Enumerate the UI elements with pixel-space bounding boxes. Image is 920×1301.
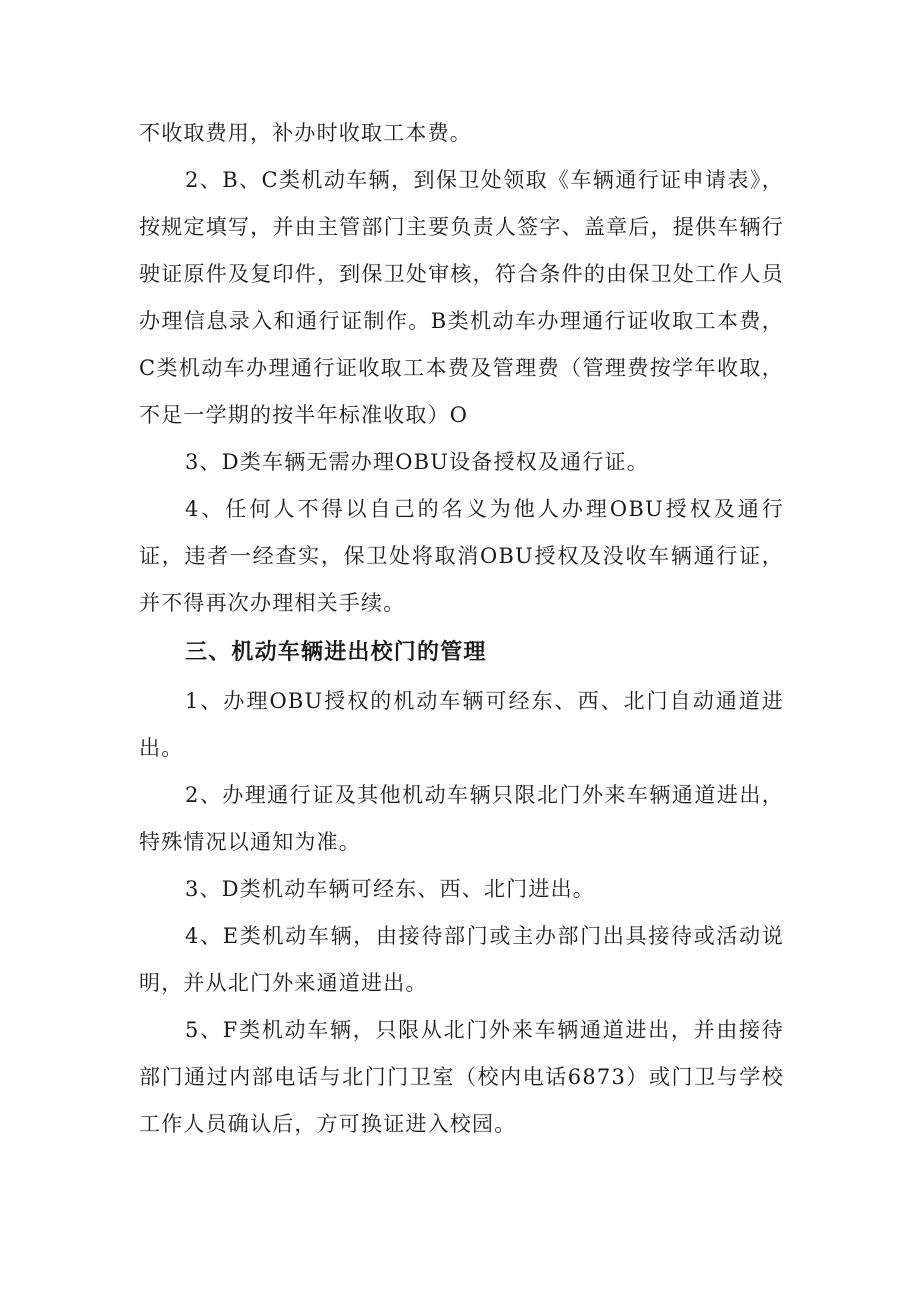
section-heading: 三、机动车辆进出校门的管理 [185,640,487,665]
paragraph-item-4: 4、任何人不得以自己的名义为他人办理OBU授权及通行证，违者一经查实，保卫处将取消OBU授权及没收车辆通行证，并不得再次办理相关手续。 [139,497,784,615]
paragraph-item-3: 3、D类车辆无需办理OBU设备授权及通行证。 [185,450,649,474]
paragraph-continuation: 不收取费用，补办时收取工本费。 [139,121,472,145]
section-paragraph-5: 5、F类机动车辆，只限从北门外来车辆通道进出，并由接待部门通过内部电话与北门门卫室（校内电话6873）或门卫与学校工作人员确认后，方可换证进入校园。 [139,1018,784,1136]
paragraph-item-2: 2、B、C类机动车辆，到保卫处领取《车辆通行证申请表》，按规定填写，并由主管部门主要负责人签字、盖章后，提供车辆行驶证原件及复印件，到保卫处审核，符合条件的由保卫处工作人员办理信息录入和通行证制作。B类机动车办理通行证收取工本费，C类机动车办理通行证收取工本费及管理费（管理费按学年收取，不足一学期的按半年标准收取）O [139,168,784,427]
section-paragraph-1: 1、办理OBU授权的机动车辆可经东、西、北门自动通道进出。 [139,689,784,760]
document-body [139,110,784,1148]
section-paragraph-4: 4、E类机动车辆，由接待部门或主办部门出具接待或活动说明，并从北门外来通道进出。 [139,924,784,995]
section-paragraph-2: 2、办理通行证及其他机动车辆只限北门外来车辆通道进出，特殊情况以通知为准。 [139,783,784,854]
section-paragraph-3: 3、D类机动车辆可经东、西、北门进出。 [185,877,595,901]
